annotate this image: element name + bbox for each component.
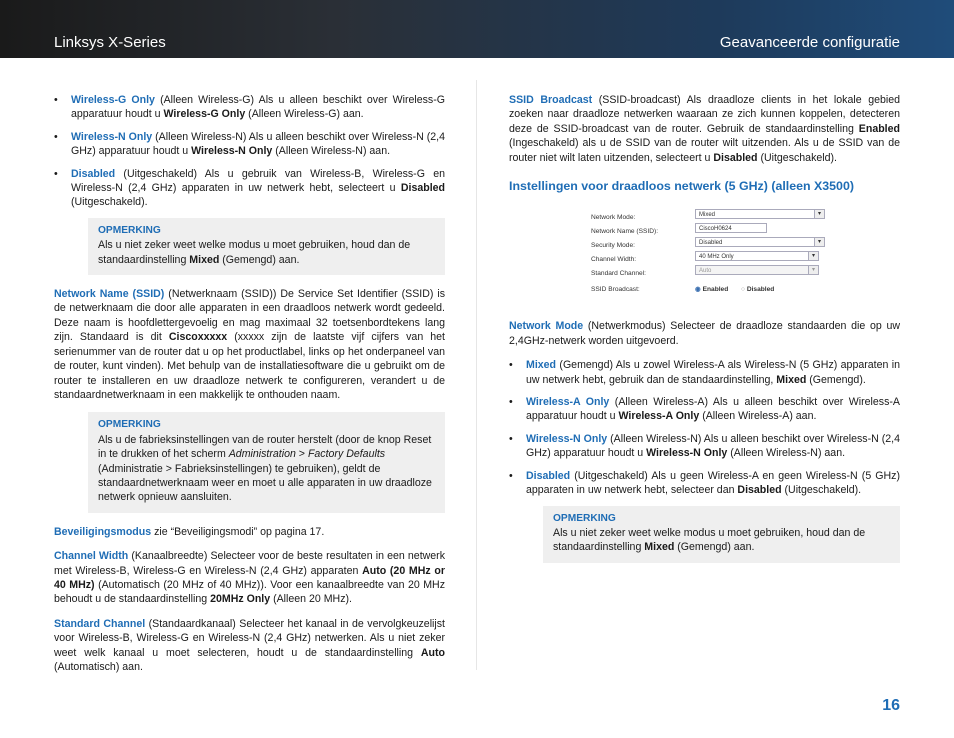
- channel-width-value: 40 MHz Only: [699, 254, 734, 261]
- bold-text: Auto: [420, 646, 445, 659]
- mode-list: [509, 358, 900, 497]
- page-header: [0, 0, 954, 58]
- chevron-down-icon: ▾: [808, 266, 818, 274]
- term: Wireless-G Only: [71, 94, 155, 106]
- list-item: [54, 167, 445, 210]
- bold-text: Disabled: [400, 182, 445, 195]
- text: (Ingeschakeld) als u de SSID van de router wilt uitzenden. Als u de SSID van de router niet wilt laten uitzenden, selecteert u: [509, 137, 900, 164]
- text: Als u de fabrieksinstellingen van de router herstelt (door de knop Reset in te drukken of het scherm: [98, 433, 432, 461]
- term: Mixed: [526, 359, 557, 372]
- text: (Netwerkmodus) Selecteer de draadloze standaarden die op uw 2,4GHz-netwerk worden uitgevoerd.: [509, 320, 900, 347]
- term: Network Mode: [509, 320, 584, 333]
- text: Als u niet zeker weet welke modus u moet gebruiken, houd dan de standaardinstelling: [553, 526, 866, 554]
- note-box: [543, 506, 900, 563]
- text: (Netwerknaam (SSID)) De Service Set Identifier (SSID) is de netwerknaam die door alle apparaten in een draadloos netwerk wordt gedeeld. Deze naam is hoofdlettergevoelig en mag maximaal 32 toetsenbordtekens lang zijn. Standaard is dit: [54, 288, 445, 344]
- column-divider: [476, 80, 477, 670]
- network-mode-select[interactable]: [695, 209, 825, 219]
- radio-unchecked-icon: ○: [741, 286, 745, 294]
- security-mode-label: Security Mode:: [591, 242, 635, 250]
- term: Wireless-A Only: [526, 396, 610, 409]
- text: (Alleen Wireless-G) aan.: [245, 108, 364, 121]
- text: (Uitgeschakeld) Als u gebruik van Wireless-B, Wireless-G en Wireless-N (2,4 GHz) apparaten in uw netwerk hebt, selecteert u: [71, 167, 445, 195]
- disabled-label: Disabled: [746, 286, 775, 294]
- text: (Gemengd) Als u zowel Wireless-A als Wireless-N (5 GHz) apparaten in uw netwerk hebt, gebruik dan de standaardinstelling,: [526, 359, 900, 386]
- standard-channel-select[interactable]: [695, 265, 819, 275]
- bold-text: Mixed: [644, 541, 675, 554]
- note-body: [98, 433, 435, 505]
- paragraph-standard-channel: [54, 617, 445, 675]
- text: >: [295, 448, 308, 461]
- term: Standard Channel: [54, 617, 146, 630]
- list-item: [509, 432, 900, 461]
- ssid-input[interactable]: [695, 223, 767, 233]
- bold-text: Ciscoxxxxx: [168, 331, 228, 344]
- bold-text: Auto (20 MHz or 40 MHz): [54, 564, 445, 591]
- bold-text: 20MHz Only: [210, 593, 271, 606]
- text: (Standaardkanaal) Selecteer het kanaal in de vervolgkeuzelijst voor Wireless-B, Wireless-G en Wireless-N (2,4 GHz) netwerken. Als u niet zeker weet welk kanaal u moet selecteren, houdt u de standaardinstelling: [54, 617, 445, 659]
- note-body: [553, 526, 890, 555]
- bold-text: Enabled: [858, 122, 900, 135]
- text: (Alleen Wireless-G) Als u alleen beschikt over Wireless-G apparatuur houdt u: [71, 94, 446, 121]
- settings-screenshot: [585, 203, 825, 303]
- text: (Uitgeschakeld).: [71, 196, 148, 209]
- italic-text: Factory Defaults: [307, 448, 386, 461]
- paragraph-channel-width: [54, 549, 445, 607]
- text: (Uitgeschakeld).: [757, 151, 837, 164]
- text: (SSID-broadcast) Als draadloze clients in het lokale gebied zoeken naar draadloze netwerken waaraan ze zich kunnen koppelen, detecteren deze de SSID-broadcast van de router. Gebruik de standaardinstelling: [509, 94, 901, 135]
- chevron-down-icon: ▾: [808, 252, 818, 260]
- text: (Administratie > Fabrieksinstellingen) te gebruiken), geldt de standaardnetwerknaam weer en moet u alle apparaten in uw draadloze netwerk opnieuw aansluiten.: [98, 462, 432, 504]
- security-mode-row: [591, 237, 825, 249]
- text: Als u niet zeker weet welke modus u moet gebruiken, houd dan de standaardinstelling: [98, 239, 411, 266]
- enabled-radio[interactable]: [695, 283, 728, 297]
- enabled-label: Enabled: [702, 286, 729, 294]
- text: (Gemengd) aan.: [219, 253, 300, 266]
- ssid-label: Network Name (SSID):: [591, 228, 659, 236]
- network-mode-value: Mixed: [699, 212, 716, 219]
- term: Disabled: [71, 167, 116, 180]
- bold-text: Mixed: [189, 253, 220, 266]
- bold-text: Wireless-N Only: [191, 145, 273, 158]
- term: SSID Broadcast: [509, 94, 593, 106]
- text: (Alleen Wireless-N) Als u alleen beschikt over Wireless-N (2,4 GHz) apparatuur houdt u: [71, 130, 445, 158]
- text: (Alleen Wireless-A) aan.: [699, 410, 817, 423]
- bold-text: Wireless-G Only: [163, 108, 246, 121]
- text: (Gemengd) aan.: [674, 541, 755, 554]
- text: (Automatisch (20 MHz of 40 MHz)). Voor een kanaalbreedte van 20 MHz behoudt u de standaardinstelling: [54, 578, 445, 606]
- list-item: [54, 130, 445, 159]
- list-item: [509, 358, 900, 387]
- note-title: OPMERKING: [98, 419, 161, 431]
- page-number: 16: [882, 697, 900, 714]
- term: Channel Width: [54, 550, 129, 563]
- mode-list: [54, 93, 445, 210]
- note-box: [88, 218, 445, 275]
- term: Network Name (SSID): [54, 288, 165, 301]
- list-item: [509, 395, 900, 424]
- security-mode-value: Disabled: [699, 240, 723, 247]
- note-title: OPMERKING: [553, 512, 616, 524]
- text: (Alleen Wireless-A) Als u alleen beschikt over Wireless-A apparatuur houdt u: [526, 396, 900, 423]
- note-body: [98, 238, 435, 267]
- text: (Alleen Wireless-N) aan.: [272, 145, 391, 158]
- text: (Alleen Wireless-N) Als u alleen beschikt over Wireless-N (2,4 GHz) apparatuur houdt u: [526, 432, 900, 460]
- term: Beveiligingsmodus: [54, 525, 152, 538]
- bold-text: Wireless-N Only: [646, 447, 728, 460]
- text: (Automatisch) aan.: [54, 661, 143, 673]
- ssid-broadcast-label: SSID Broadcast:: [591, 286, 640, 294]
- text: (Alleen Wireless-N) aan.: [727, 447, 846, 460]
- chevron-down-icon: ▾: [814, 210, 824, 218]
- network-mode-row: [591, 209, 825, 221]
- standard-channel-value: Auto: [699, 268, 712, 275]
- channel-width-label: Channel Width:: [591, 256, 637, 264]
- radio-checked-icon: ◉: [695, 286, 701, 294]
- paragraph-network-mode: [509, 319, 900, 348]
- left-column: [54, 93, 445, 684]
- list-item: [54, 93, 445, 122]
- security-mode-select[interactable]: [695, 237, 825, 247]
- header-product-name: Linksys X-Series: [54, 34, 166, 51]
- disabled-radio[interactable]: [741, 283, 774, 297]
- header-section-title: Geavanceerde configuratie: [719, 34, 900, 51]
- text: (Kanaalbreedte) Selecteer voor de beste resultaten in een netwerk met Wireless-B, Wireless-G en Wireless-N (2,4 GHz) apparaten: [54, 550, 445, 577]
- paragraph-ssid: [54, 287, 445, 402]
- note-title: OPMERKING: [98, 224, 161, 236]
- note-box: [88, 412, 445, 512]
- right-column: [509, 93, 900, 575]
- bold-text: Disabled: [713, 151, 758, 164]
- bold-text: Mixed: [776, 373, 807, 386]
- text: (Uitgeschakeld).: [781, 484, 862, 497]
- channel-width-select[interactable]: [695, 251, 819, 261]
- text: zie “Beveiligingsmodi” op pagina 17.: [151, 525, 325, 538]
- ssid-row: [591, 223, 825, 235]
- chevron-down-icon: ▾: [814, 238, 824, 246]
- bold-text: Wireless-A Only: [618, 410, 700, 423]
- text: (Uitgeschakeld) Als u geen Wireless-A en geen Wireless-N (5 GHz) apparaten in uw netwerk hebt, selecteer dan: [526, 469, 900, 497]
- text: (Gemengd).: [806, 373, 866, 386]
- ssid-value: CiscoH0624: [699, 226, 732, 233]
- italic-text: Administration: [228, 448, 296, 461]
- channel-width-row: [591, 251, 825, 263]
- text: (Alleen 20 MHz).: [270, 593, 352, 606]
- ssid-broadcast-row: [591, 281, 825, 293]
- text: (xxxxx zijn de laatste vijf cijfers van het serienummer van de router dat u op het productlabel, links op het onderpaneel van de router, kunt vinden). Met behulp van de installatiesoftware die u gebruikt om de router te installeren en uw draadloze netwerk te configureren, verandert u de standaardnetwerknaam in een makkelijk te onthouden naam.: [54, 331, 446, 401]
- paragraph-security: [54, 525, 445, 539]
- paragraph-ssid-broadcast: [509, 93, 900, 165]
- bold-text: Disabled: [737, 484, 782, 497]
- list-item: [509, 469, 900, 498]
- standard-channel-label: Standard Channel:: [591, 270, 646, 278]
- network-mode-label: Network Mode:: [591, 214, 636, 222]
- section-heading: Instellingen voor draadloos netwerk (5 GHz) (alleen X3500): [509, 179, 854, 194]
- term: Wireless-N Only: [71, 130, 153, 143]
- term: Wireless-N Only: [526, 432, 608, 445]
- standard-channel-row: [591, 265, 825, 277]
- term: Disabled: [526, 469, 571, 482]
